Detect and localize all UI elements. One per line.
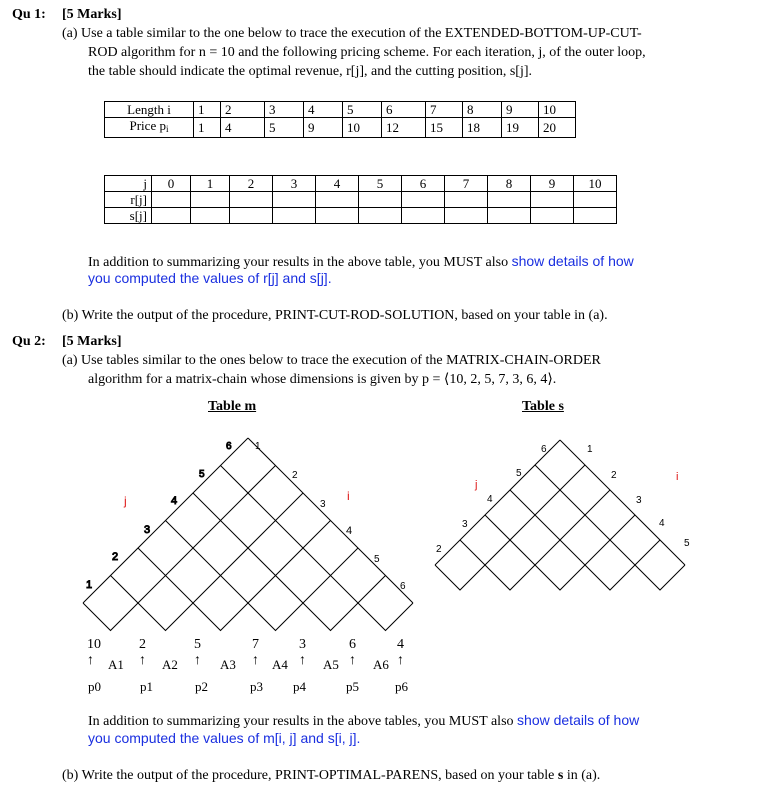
length-cell: 10 [539, 102, 576, 118]
length-cell: 6 [382, 102, 426, 118]
q1-summary-blue: you computed the values of r[j] and s[j]. [88, 270, 332, 286]
s-right-num: 2 [611, 470, 617, 481]
dim-label: 10 [87, 637, 101, 652]
length-cell: 1 [194, 102, 221, 118]
price-cell: 18 [463, 118, 502, 138]
grid-line [83, 603, 138, 631]
matrix-label: A5 [323, 657, 339, 672]
s-left-num: 3 [462, 519, 468, 530]
trace-cell [359, 192, 402, 208]
trace-cell [574, 208, 617, 224]
up-arrow-icon: ↑ [349, 653, 356, 668]
trace-cell [445, 192, 488, 208]
grid-line [435, 565, 485, 590]
trace-col-header: 6 [402, 176, 445, 192]
dim-label: 3 [299, 637, 306, 652]
price-table-length-row [105, 102, 576, 118]
trace-cell [273, 208, 316, 224]
trace-cell [531, 192, 574, 208]
m-right-num: 1 [255, 441, 261, 452]
trace-cell [191, 192, 230, 208]
price-table [104, 101, 576, 138]
trace-cell [402, 192, 445, 208]
s-right-num: 1 [587, 444, 593, 455]
price-cell: 20 [539, 118, 576, 138]
grid-line [138, 603, 193, 631]
table-s-grid [435, 440, 685, 590]
q1-a-line-3: the table should indicate the optimal revenue, r[j], and the cutting position, s[j]. [88, 64, 532, 79]
q2-marks: [5 Marks] [62, 334, 122, 349]
s-left-num: 2 [436, 544, 442, 555]
trace-row-label: s[j] [105, 208, 152, 224]
q2-b: (b) Write the output of the procedure, PRINT-OPTIMAL-PARENS, based on your table s in (a). [62, 768, 601, 783]
trace-col-header: 1 [191, 176, 230, 192]
s-right-num: 4 [659, 518, 665, 529]
m-right-num: 6 [400, 581, 406, 592]
q1-a-line-2: ROD algorithm for n = 10 and the following pricing scheme. For each iteration, j, of the outer loop, [88, 45, 646, 60]
q2-label: Qu 2: [12, 334, 46, 349]
matrix-label: A3 [220, 657, 236, 672]
up-arrow-icon: ↑ [139, 653, 146, 668]
trace-col-header: 9 [531, 176, 574, 192]
up-arrow-icon: ↑ [397, 653, 404, 668]
grid-line [303, 603, 358, 631]
grid-line [111, 576, 139, 604]
m-j-label: j [124, 494, 127, 508]
length-cell: 2 [221, 102, 265, 118]
trace-cell [152, 208, 191, 224]
trace-table [104, 175, 617, 224]
trace-cell [152, 192, 191, 208]
q1-summary-text: In addition to summarizing your results in the above table, you MUST also show details of how [88, 253, 634, 270]
q1-marks: [5 Marks] [62, 7, 122, 22]
grid-line [635, 540, 660, 565]
m-right-num: 3 [320, 499, 326, 510]
matrix-label: A2 [162, 657, 178, 672]
trace-cell [359, 208, 402, 224]
matrix-label: A6 [373, 657, 389, 672]
table-s-diagram [420, 420, 740, 620]
m-left-num: 2 [112, 551, 119, 563]
trace-cell [230, 192, 273, 208]
dim-label: 5 [194, 637, 201, 652]
q2-a-line-1: (a) Use tables similar to the ones below to trace the execution of the MATRIX-CHAIN-ORDER [62, 353, 601, 368]
grid-line [460, 540, 485, 565]
grid-line [635, 565, 685, 590]
trace-col-header: 8 [488, 176, 531, 192]
grid-line [193, 603, 248, 631]
grid-line [435, 440, 560, 565]
p-label: p1 [140, 679, 153, 694]
p-label: p3 [250, 679, 263, 694]
table-s-title: Table s [522, 399, 564, 414]
grid-line [358, 576, 386, 604]
price-header: Price $p_i$ [105, 118, 194, 138]
up-arrow-icon: ↑ [299, 653, 306, 668]
length-header: Length i [105, 102, 194, 118]
grid-line [358, 603, 413, 631]
length-cell: 8 [463, 102, 502, 118]
trace-cell [488, 208, 531, 224]
trace-cell [230, 208, 273, 224]
p-label: p4 [293, 679, 306, 694]
matrix-label: A1 [108, 657, 124, 672]
grid-line [535, 565, 585, 590]
m-left-num: 3 [144, 524, 151, 536]
s-i-label: i [676, 471, 679, 483]
trace-s-row [105, 208, 617, 224]
up-arrow-icon: ↑ [194, 653, 201, 668]
grid-line [560, 440, 685, 565]
s-right-num: 5 [684, 538, 690, 549]
m-i-label: i [347, 489, 350, 503]
p-label: p2 [195, 679, 208, 694]
price-cell: 5 [265, 118, 304, 138]
grid-line [138, 466, 276, 604]
length-cell: 3 [265, 102, 304, 118]
s-left-num: 4 [487, 494, 493, 505]
price-cell: 1 [194, 118, 221, 138]
dim-label: 6 [349, 637, 356, 652]
m-left-num: 5 [199, 469, 205, 480]
m-right-num: 5 [374, 554, 380, 565]
trace-cell [316, 208, 359, 224]
trace-cell [191, 208, 230, 224]
p-label: p6 [395, 679, 408, 694]
grid-line [166, 521, 249, 604]
s-j-label: j [475, 479, 478, 491]
s-left-num: 5 [516, 468, 522, 479]
length-cell: 7 [426, 102, 463, 118]
q2-summary-blue: you computed the values of m[i, j] and s[i, j]. [88, 730, 361, 746]
length-cell: 5 [343, 102, 382, 118]
m-left-num: 6 [226, 441, 232, 452]
s-right-num: 3 [636, 495, 642, 506]
trace-cell [402, 208, 445, 224]
price-cell: 19 [502, 118, 539, 138]
m-left-num: 4 [171, 495, 178, 507]
trace-cell [531, 208, 574, 224]
matrix-label: A4 [272, 657, 288, 672]
dim-label: 4 [397, 637, 404, 652]
grid-line [485, 565, 535, 590]
price-cell: 4 [221, 118, 265, 138]
trace-r-row [105, 192, 617, 208]
length-cell: 9 [502, 102, 539, 118]
trace-cell [574, 192, 617, 208]
price-cell: 15 [426, 118, 463, 138]
up-arrow-icon: ↑ [252, 653, 259, 668]
dim-label: 2 [139, 637, 146, 652]
q2-summary-text: In addition to summarizing your results in the above tables, you MUST also show details of how [88, 712, 640, 729]
price-cell: 9 [304, 118, 343, 138]
q1-a-line-1: (a) Use a table similar to the one below to trace the execution of the EXTENDED-BOTTOM-UP-CUT- [62, 26, 642, 41]
grid-line [248, 603, 303, 631]
grid-line [248, 521, 331, 604]
trace-col-header: 4 [316, 176, 359, 192]
p-label: p5 [346, 679, 359, 694]
trace-row-label: j [105, 176, 152, 192]
trace-j-row [105, 176, 617, 192]
price-cell: 12 [382, 118, 426, 138]
trace-col-header: 10 [574, 176, 617, 192]
trace-cell [316, 192, 359, 208]
length-cell: 4 [304, 102, 343, 118]
trace-col-header: 3 [273, 176, 316, 192]
dim-label: 7 [252, 637, 259, 652]
grid-line [535, 490, 610, 565]
trace-cell [445, 208, 488, 224]
trace-cell [273, 192, 316, 208]
m-right-num: 4 [346, 525, 353, 537]
trace-col-header: 7 [445, 176, 488, 192]
p-label: p0 [88, 679, 101, 694]
price-cell: 10 [343, 118, 382, 138]
trace-col-header: 5 [359, 176, 402, 192]
q1-label: Qu 1: [12, 7, 46, 22]
price-table-price-row [105, 118, 576, 138]
trace-col-header: 0 [152, 176, 191, 192]
up-arrow-icon: ↑ [87, 653, 94, 668]
table-m-title: Table m [208, 399, 257, 414]
trace-cell [488, 192, 531, 208]
trace-col-header: 2 [230, 176, 273, 192]
q1-b: (b) Write the output of the procedure, PRINT-CUT-ROD-SOLUTION, based on your table in (a). [62, 308, 608, 323]
trace-row-label: r[j] [105, 192, 152, 208]
q2-a-line-2: algorithm for a matrix-chain whose dimensions is given by p = ⟨10, 2, 5, 7, 3, 6, 4⟩. [88, 372, 557, 387]
grid-line [221, 466, 359, 604]
m-left-num: 1 [86, 579, 93, 591]
m-right-num: 2 [292, 470, 298, 481]
table-m-grid [83, 438, 413, 631]
grid-line [585, 565, 635, 590]
grid-line [510, 490, 585, 565]
s-left-num: 6 [541, 444, 547, 455]
